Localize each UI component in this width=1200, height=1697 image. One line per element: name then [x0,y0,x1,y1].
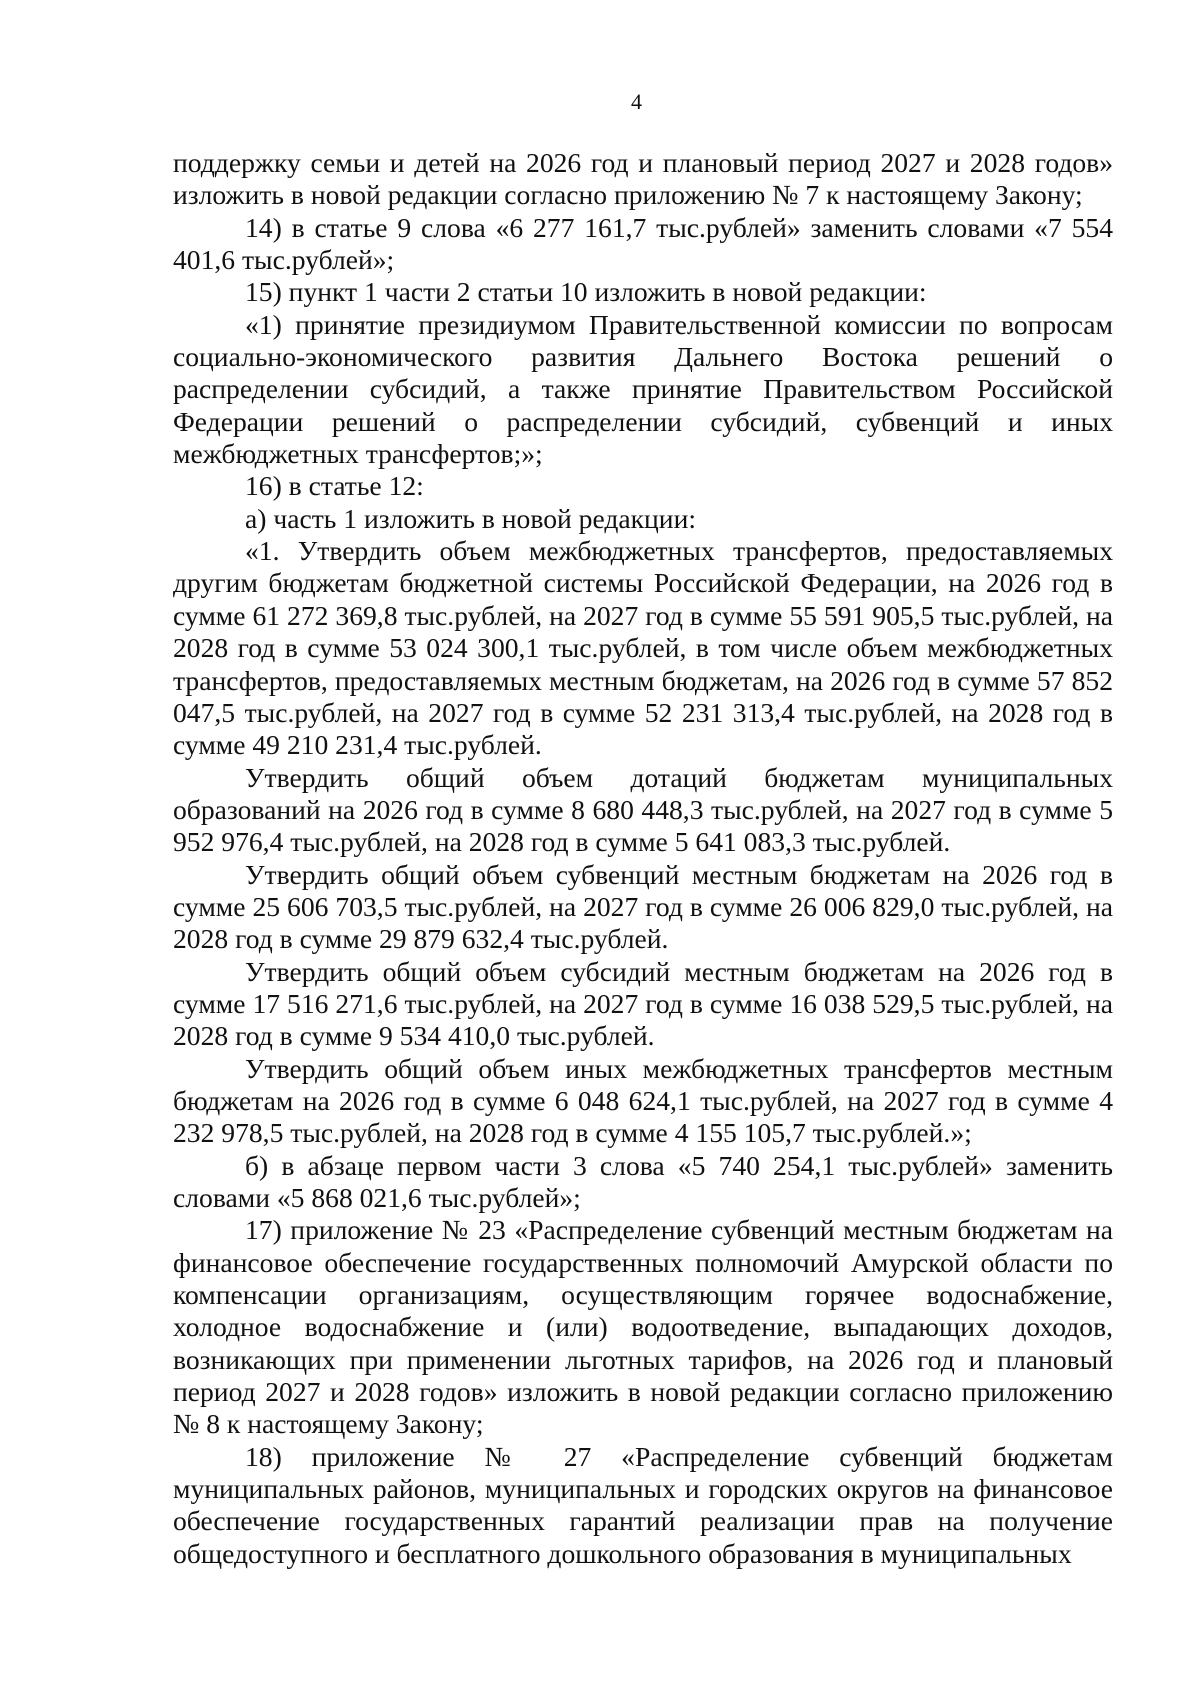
paragraph-item-16b: б) в абзаце первом части 3 слова «5 740 254,1 тыс.рублей» заменить словами «5 868 021,6 тыс.рублей»; [173,1149,1113,1213]
paragraph-item-17: 17) приложение № 23 «Распределение субвенций местным бюджетам на финансовое обеспечение государственных полномочий Амурской области по компенсации организациям, осуществляющим горячее водоснабжение, холодное водоснабжение и (или) водоотведение, выпадающих доходов, возникающих при применении льготных тарифов, на 2026 год и плановый период 2027 и 2028 годов» изложить в новой редакции согласно приложению № 8 к настоящему Закону; [173,1214,1113,1440]
paragraph-subventions: Утвердить общий объем субвенций местным бюджетам на 2026 год в сумме 25 606 703,5 тыс.рублей, на 2027 год в сумме 26 006 829,0 тыс.рублей, на 2028 год в сумме 29 879 632,4 тыс.рублей. [173,858,1113,955]
paragraph-item-16a-quote: «1. Утвердить объем межбюджетных трансфертов, предоставляемых другим бюджетам бюджетной системы Российской Федерации, на 2026 год в сумме 61 272 369,8 тыс.рублей, на 2027 год в сумме 55 591 905,5 тыс.рублей, на 2028 год в сумме 53 024 300,1 тыс.рублей, в том числе объем межбюджетных трансфертов, предоставляемых местным бюджетам, на 2026 год в сумме 57 852 047,5 тыс.рублей, на 2027 год в сумме 52 231 313,4 тыс.рублей, на 2028 год в сумме 49 210 231,4 тыс.рублей. [173,535,1113,761]
paragraph-item-16a: а) часть 1 изложить в новой редакции: [245,502,696,534]
page-number: 4 [631,89,642,114]
paragraph-item-18: 18) приложение № 27 «Распределение субвенций бюджетам муниципальных районов, муниципальных и городских округов на финансовое обеспечение государственных гарантий реализации прав на получение общедоступного и бесплатного дошкольного образования в муниципальных [173,1440,1113,1569]
paragraph-item-15: 15) пункт 1 части 2 статьи 10 изложить в новой редакции: [245,276,927,308]
paragraph-other-transfers: Утвердить общий объем иных межбюджетных трансфертов местным бюджетам на 2026 год в сумме 6 048 624,1 тыс.рублей, на 2027 год в сумме 4 232 978,5 тыс.рублей, на 2028 год в сумме 4 155 105,7 тыс.рублей.»; [173,1052,1113,1149]
paragraph-dotations: Утвердить общий объем дотаций бюджетам муниципальных образований на 2026 год в сумме 8 680 448,3 тыс.рублей, на 2027 год в сумме 5 952 976,4 тыс.рублей, на 2028 год в сумме 5 641 083,3 тыс.рублей. [173,761,1113,858]
paragraph-subsidies: Утвердить общий объем субсидий местным бюджетам на 2026 год в сумме 17 516 271,6 тыс.рублей, на 2027 год в сумме 16 038 529,5 тыс.рублей, на 2028 год в сумме 9 534 410,0 тыс.рублей. [173,955,1113,1052]
paragraph-item-16: 16) в статье 12: [245,470,424,502]
paragraph-item-15-quote: «1) принятие президиумом Правительственной комиссии по вопросам социально-экономического развития Дальнего Востока решений о распределении субсидий, а также принятие Правительством Российской Федерации решений о распределении субсидий, субвенций и иных межбюджетных трансфертов;»; [173,308,1113,470]
paragraph-item-14: 14) в статье 9 слова «6 277 161,7 тыс.рублей» заменить словами «7 554 401,6 тыс.рублей»; [173,211,1113,276]
document-body [173,147,1113,1570]
paragraph-continuation: поддержку семьи и детей на 2026 год и плановый период 2027 и 2028 годов» изложить в новой редакции согласно приложению № 7 к настоящему Закону; [173,147,1113,211]
